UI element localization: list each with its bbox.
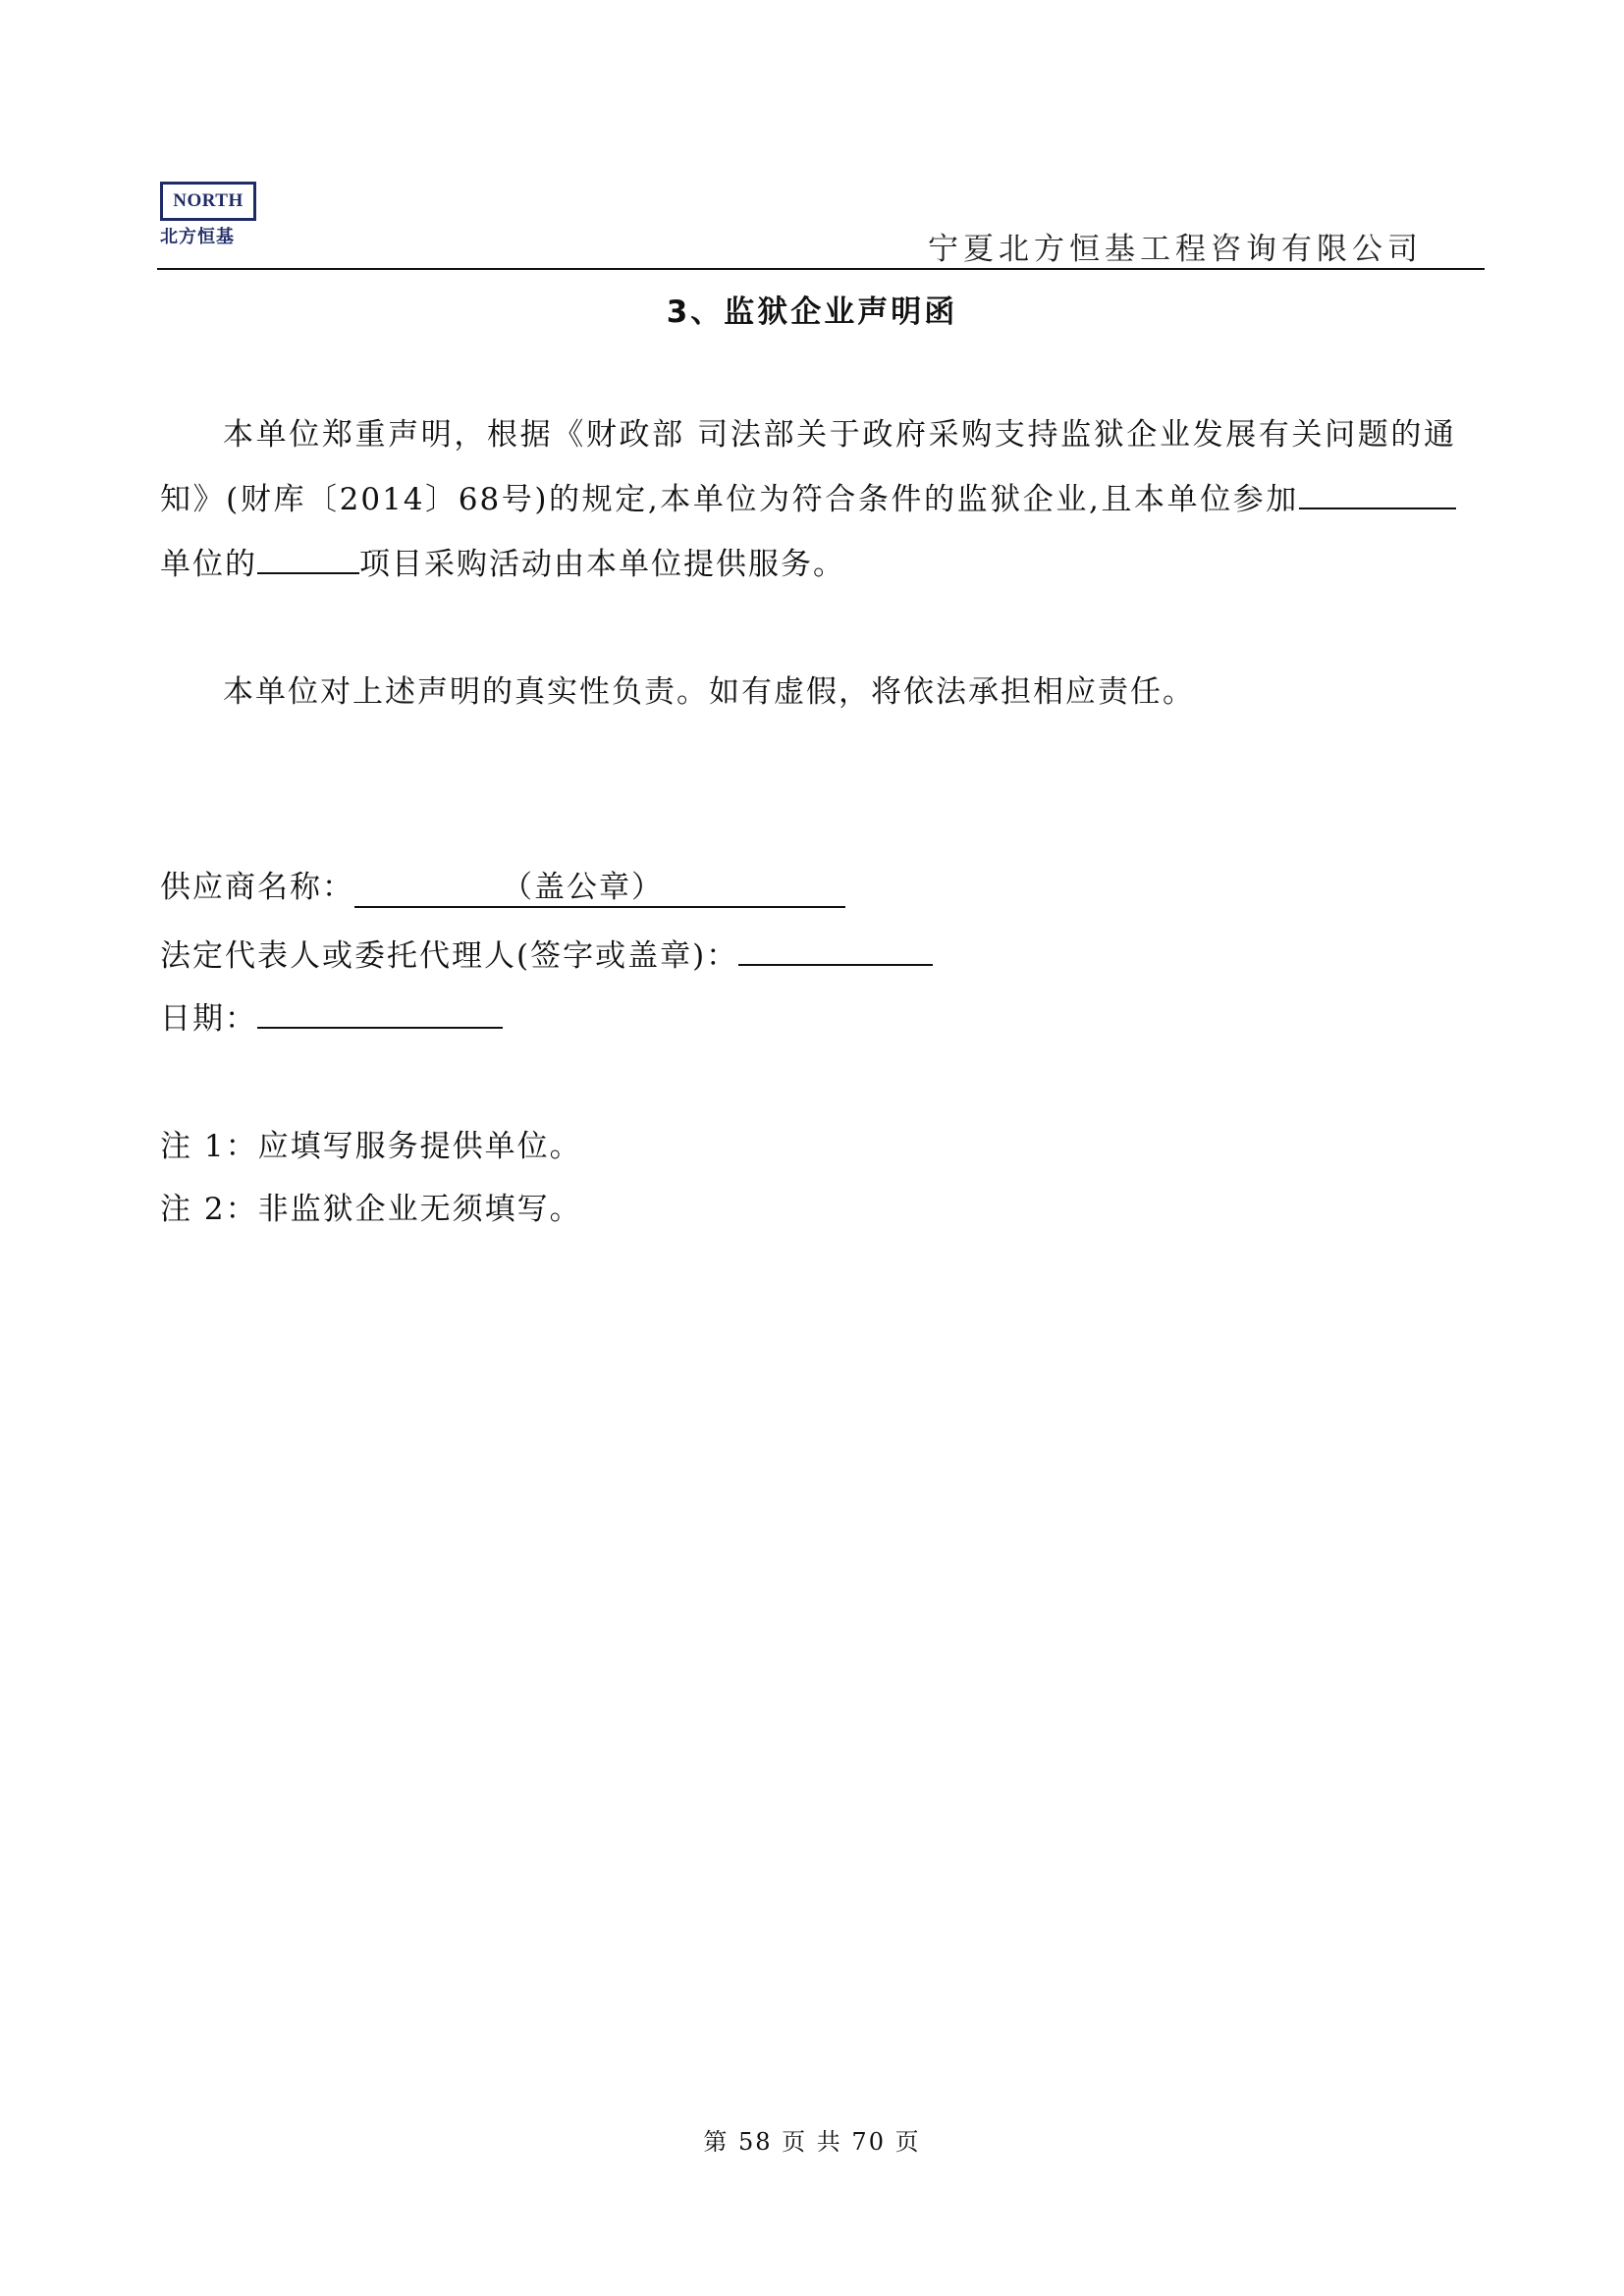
date-field[interactable] bbox=[257, 997, 503, 1029]
representative-label: 法定代表人或委托代理人(签字或盖章)： bbox=[160, 938, 739, 974]
header-divider bbox=[157, 268, 1485, 270]
date-label: 日期： bbox=[160, 1001, 257, 1037]
unit-blank-field[interactable] bbox=[1299, 478, 1456, 509]
company-logo bbox=[160, 182, 256, 248]
note-1: 注 1：应填写服务提供单位。 bbox=[160, 1129, 582, 1164]
date-row bbox=[160, 993, 503, 1038]
representative-row bbox=[160, 931, 933, 975]
document-title: 3、监狱企业声明函 bbox=[666, 294, 958, 330]
seal-note: （盖公章） bbox=[502, 870, 664, 905]
page-number: 第 58 页 共 70 页 bbox=[703, 2128, 921, 2156]
declaration-paragraph bbox=[160, 402, 1456, 597]
logo-wordmark: NORTH bbox=[160, 182, 256, 221]
supplier-name-field[interactable] bbox=[354, 862, 845, 908]
supplier-name-row bbox=[160, 862, 845, 908]
project-blank-field[interactable] bbox=[257, 543, 359, 574]
declaration-text-2: 单位的 bbox=[160, 547, 257, 582]
responsibility-paragraph: 本单位对上述声明的真实性负责。如有虚假，将依法承担相应责任。 bbox=[223, 674, 1195, 710]
declaration-text-1: 本单位郑重声明，根据《财政部 司法部关于政府采购支持监狱企业发展有关问题的通知》(财库〔2014〕68号)的规定,本单位为符合条件的监狱企业,且本单位参加 bbox=[160, 417, 1456, 517]
logo-chinese-name: 北方恒基 bbox=[160, 227, 235, 247]
supplier-name-label: 供应商名称： bbox=[160, 870, 354, 905]
note-2: 注 2：非监狱企业无须填写。 bbox=[160, 1192, 582, 1227]
declaration-text-3: 项目采购活动由本单位提供服务。 bbox=[359, 547, 845, 582]
header-company-name: 宁夏北方恒基工程咨询有限公司 bbox=[928, 232, 1423, 267]
representative-field[interactable] bbox=[738, 934, 933, 966]
